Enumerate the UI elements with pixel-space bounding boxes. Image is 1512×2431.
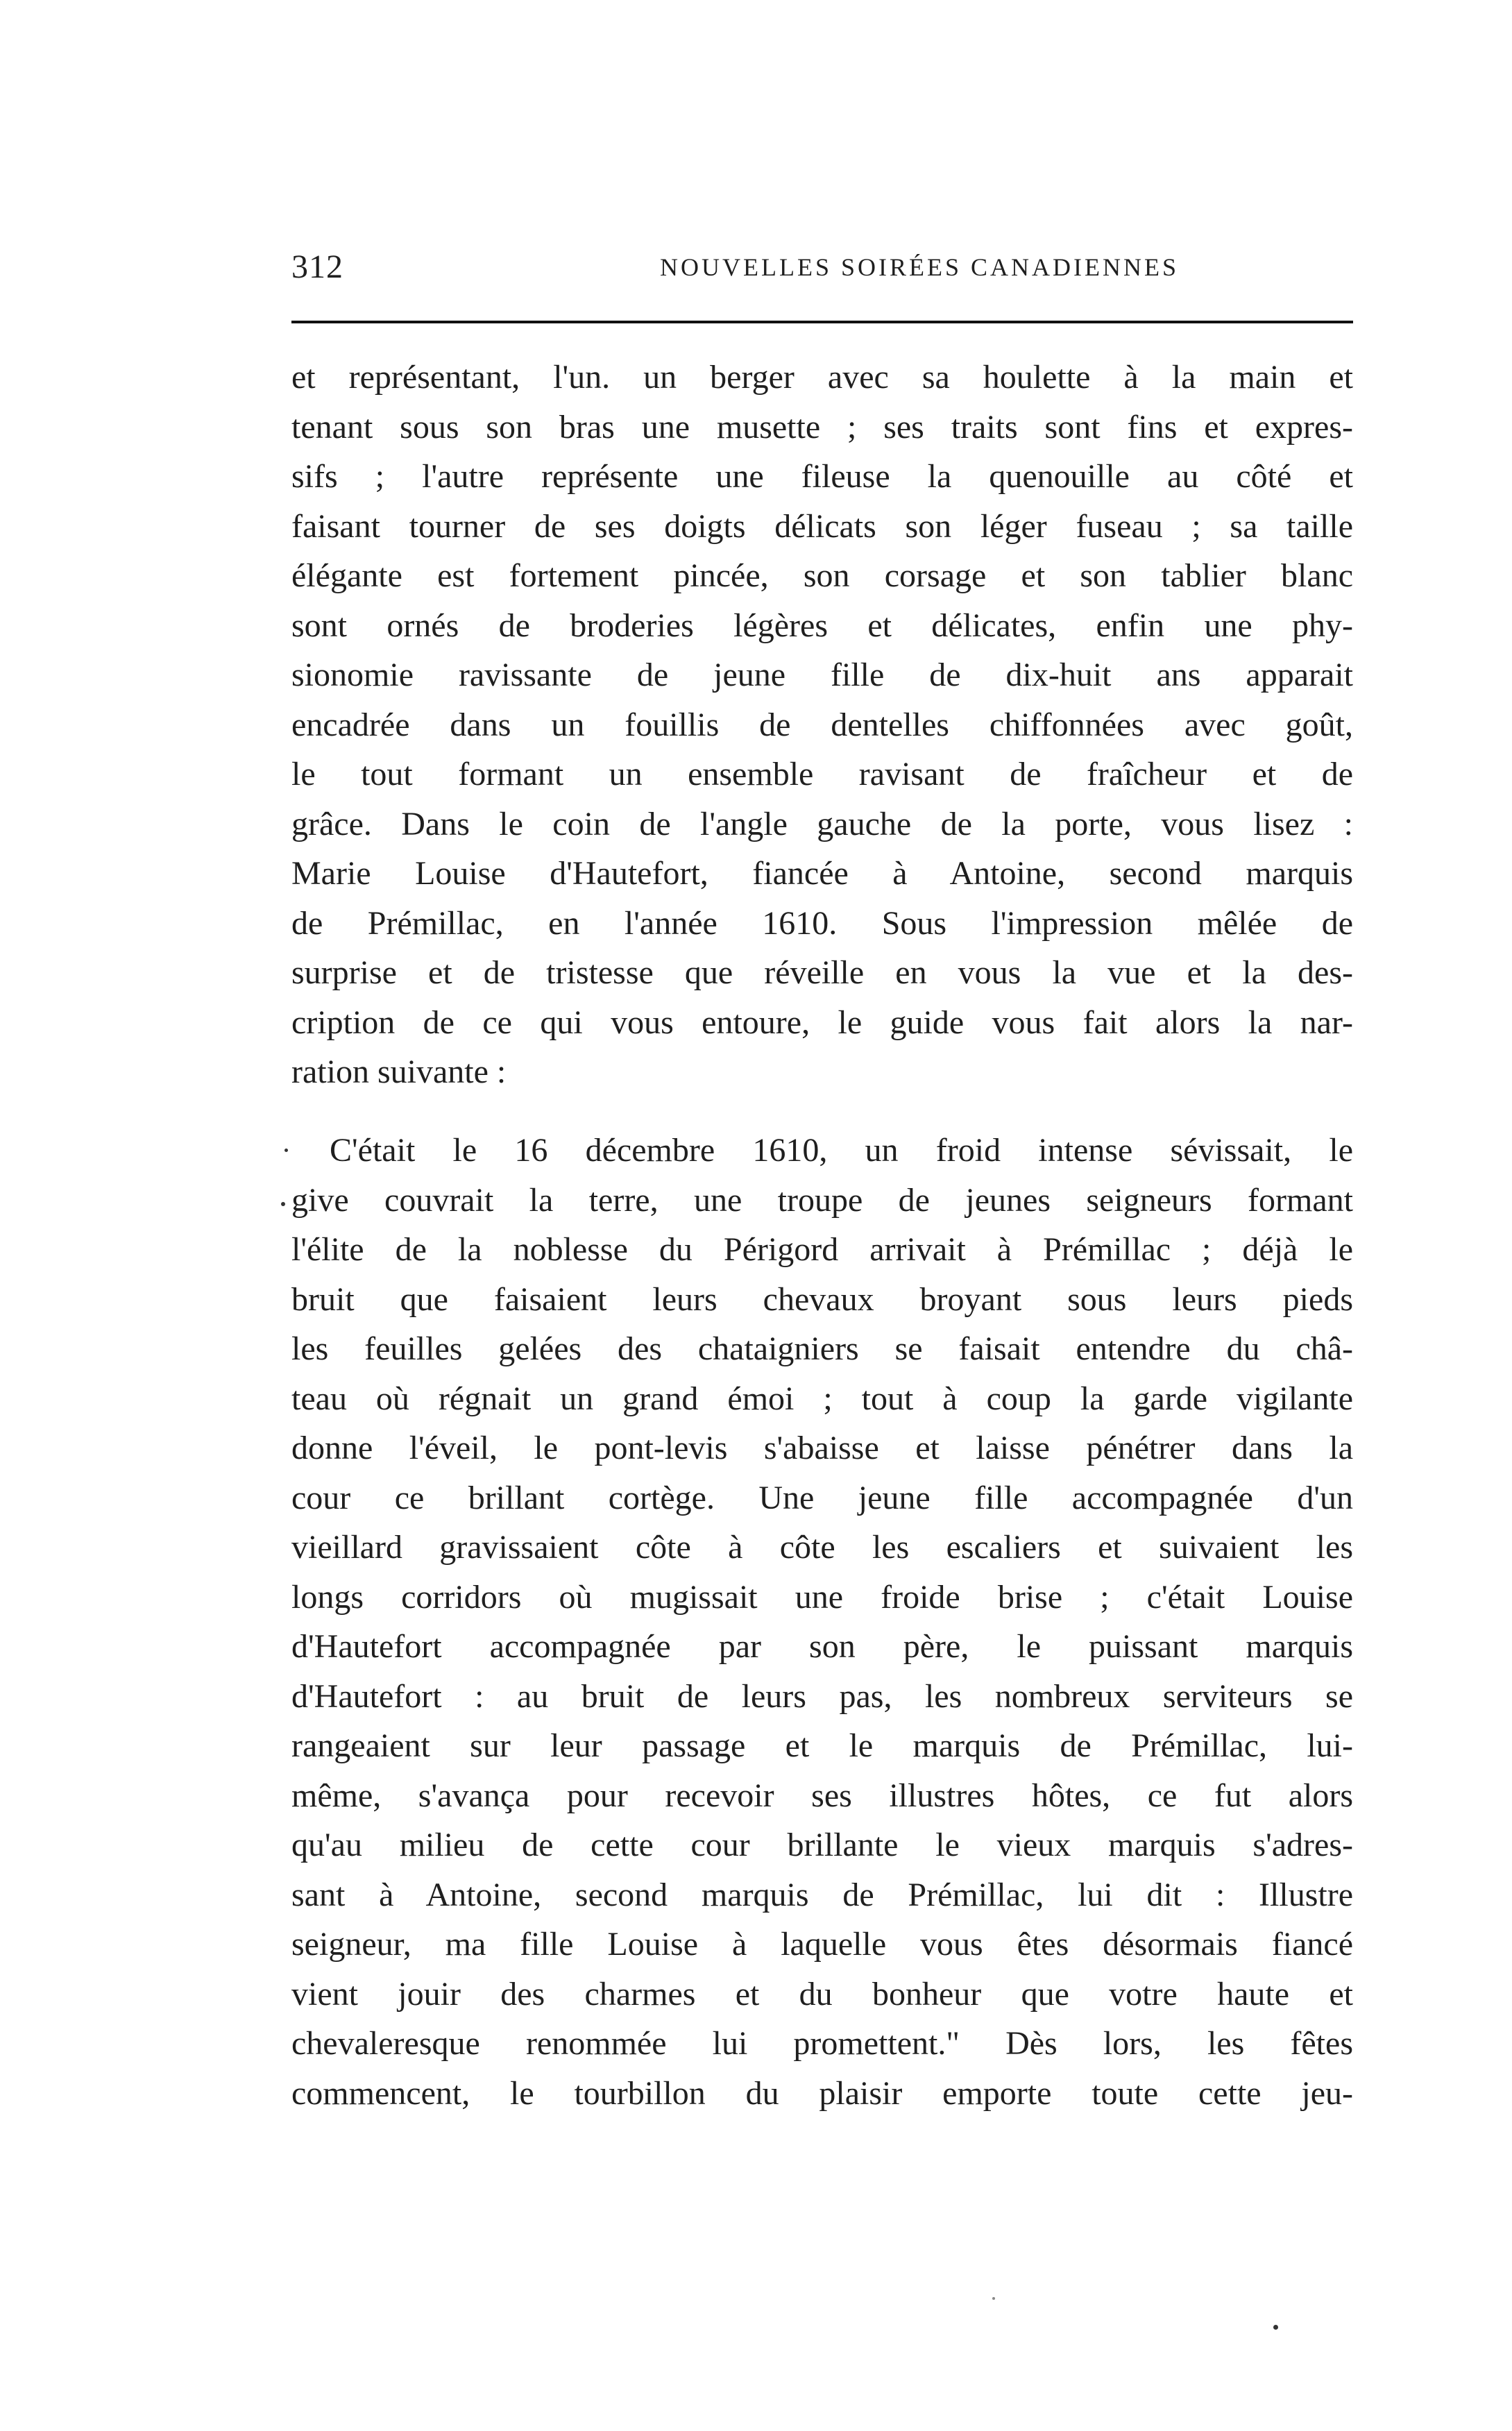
paragraph-2 [291, 1126, 1353, 2118]
text-line: seigneur, ma fille Louise à laquelle vous êtes désormais fiancé [291, 1926, 1353, 1963]
print-speck [284, 1149, 288, 1152]
text-line: le tout formant un ensemble ravisant de fraîcheur et de [291, 756, 1353, 793]
print-speck [281, 1202, 285, 1206]
paragraph-1 [291, 353, 1353, 1097]
text-line: vieillard gravissaient côte à côte les escaliers et suivaient les [291, 1529, 1353, 1566]
text-line: bruit que faisaient leurs chevaux broyant sous leurs pieds [291, 1280, 1353, 1318]
text-line: cour ce brillant cortège. Une jeune fille accompagnée d'un [291, 1479, 1353, 1516]
text-line: même, s'avança pour recevoir ses illustres hôtes, ce fut alors [291, 1777, 1353, 1814]
text-line: teau où régnait un grand émoi ; tout à coup la garde vigilante [291, 1380, 1353, 1417]
header-rule [291, 321, 1353, 323]
text-line: commencent, le tourbillon du plaisir emporte toute cette jeu- [291, 2074, 1353, 2112]
page-header [291, 243, 1353, 291]
text-line: sant à Antoine, second marquis de Prémillac, lui dit : Illustre [291, 1876, 1353, 1913]
text-line: l'élite de la noblesse du Périgord arrivait à Prémillac ; déjà le [291, 1231, 1353, 1268]
text-line: grâce. Dans le coin de l'angle gauche de la porte, vous lisez : [291, 805, 1353, 842]
text-line: rangeaient sur leur passage et le marquis de Prémillac, lui- [291, 1727, 1353, 1764]
text-line: longs corridors où mugissait une froide brise ; c'était Louise [291, 1578, 1353, 1616]
text-line: give couvrait la terre, une troupe de jeunes seigneurs formant [291, 1181, 1353, 1219]
text-line: tenant sous son bras une musette ; ses traits sont fins et expres- [291, 408, 1353, 446]
text-line: sionomie ravissante de jeune fille de dix-huit ans apparait [291, 657, 1353, 693]
text-line: élégante est fortement pincée, son corsage et son tablier blanc [291, 557, 1353, 594]
text-line: d'Hautefort accompagnée par son père, le puissant marquis [291, 1628, 1353, 1665]
text-line: surprise et de tristesse que réveille en vous la vue et la des- [291, 954, 1353, 991]
text-line: les feuilles gelées des chataigniers se faisait entendre du châ- [291, 1330, 1353, 1367]
text-line: sont ornés de broderies légères et délicates, enfin une phy- [291, 607, 1353, 644]
text-line: faisant tourner de ses doigts délicats son léger fuseau ; sa taille [291, 507, 1353, 545]
text-line: chevaleresque renommée lui promettent." Dès lors, les fêtes [291, 2025, 1353, 2062]
text-line: d'Hautefort : au bruit de leurs pas, les nombreux serviteurs se [291, 1677, 1353, 1715]
text-line: cription de ce qui vous entoure, le guide vous fait alors la nar- [291, 1003, 1353, 1041]
text-line: donne l'éveil, le pont-levis s'abaisse et laisse pénétrer dans la [291, 1430, 1353, 1466]
text-line: et représentant, l'un. un berger avec sa houlette à la main et [291, 359, 1353, 396]
text-line: vient jouir des charmes et du bonheur que votre haute et [291, 1975, 1353, 2013]
text-line: encadrée dans un fouillis de dentelles chiffonnées avec goût, [291, 706, 1353, 743]
print-speck [1273, 2325, 1278, 2330]
text-line: ration suivante : [291, 1053, 507, 1090]
text-line: qu'au milieu de cette cour brillante le vieux marquis s'adres- [291, 1827, 1353, 1863]
text-line: C'était le 16 décembre 1610, un froid intense sévissait, le [330, 1132, 1353, 1169]
text-line: sifs ; l'autre représente une fileuse la quenouille au côté et [291, 458, 1353, 495]
page-number: 312 [291, 248, 343, 285]
running-title: NOUVELLES SOIRÉES CANADIENNES [660, 253, 1179, 281]
print-speck [992, 2297, 995, 2300]
text-line: Marie Louise d'Hautefort, fiancée à Antoine, second marquis [291, 855, 1353, 892]
text-line: de Prémillac, en l'année 1610. Sous l'impression mêlée de [291, 904, 1353, 942]
